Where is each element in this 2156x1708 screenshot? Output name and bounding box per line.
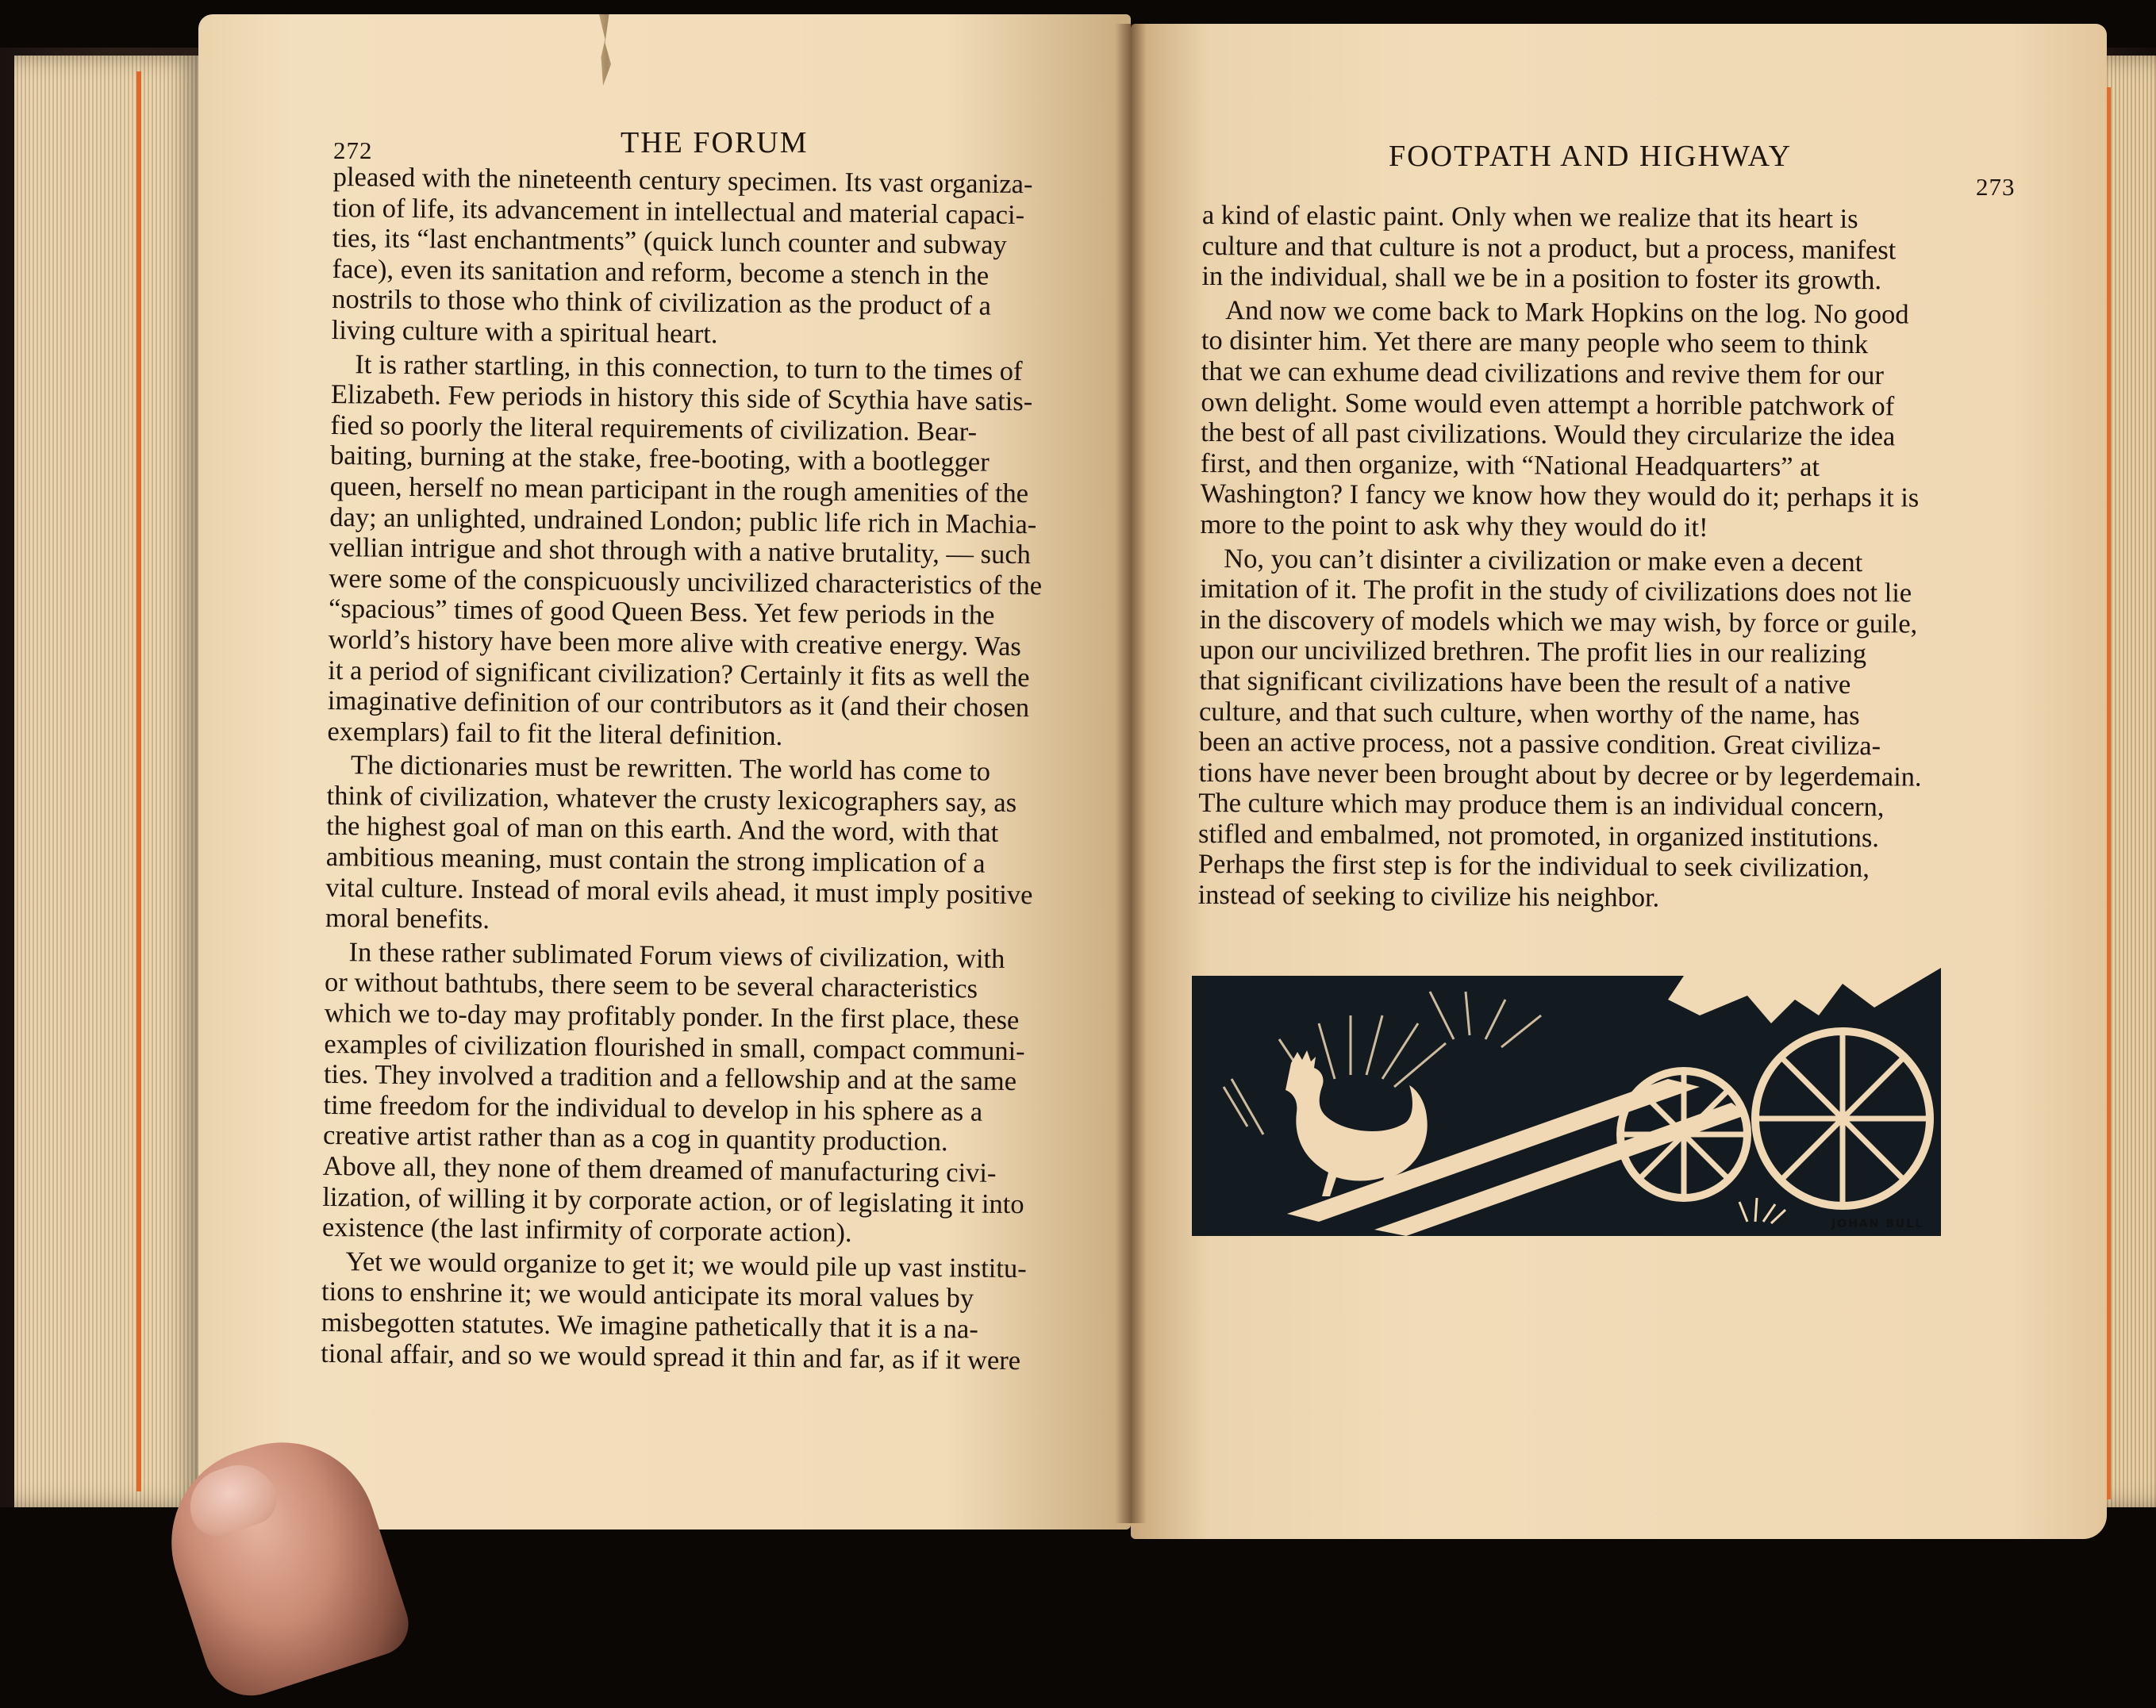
- text-line: lization, of willing it by corporate action, or of legislating it into: [322, 1181, 1024, 1219]
- page-number-right: 273: [1976, 173, 2016, 201]
- text-line: been an active process, not a passive condition. Great civiliza-: [1198, 727, 1881, 762]
- page-tear: [587, 14, 627, 86]
- text-line: instead of seeking to civilize his neighbor.: [1197, 880, 1660, 913]
- text-line: upon our uncivilized brethren. The profit lies in our realizing: [1199, 635, 1867, 670]
- text-line: the highest goal of man on this earth. And the word, with that: [326, 811, 999, 849]
- text-line: imaginative definition of our contributors as it (and their chosen: [327, 685, 1030, 724]
- text-line: baiting, burning at the stake, free-booting, with a bootlegger: [329, 440, 990, 478]
- left-body-text: [321, 162, 1095, 1376]
- book-gutter: [1115, 24, 1147, 1523]
- text-line: The dictionaries must be rewritten. The world has come to: [350, 750, 991, 787]
- left-running-head: [333, 102, 1131, 173]
- text-line: misbegotten statutes. We imagine pathetically that it is a na-: [321, 1307, 979, 1345]
- text-line: face), even its sanitation and reform, become a stench in the: [332, 253, 990, 291]
- text-line: it a period of significant civilization? Certainly it fits as well the: [328, 654, 1030, 693]
- page-number-left: 272: [333, 136, 373, 164]
- text-line: world’s history have been more alive with creative energy. Was: [328, 624, 1022, 662]
- text-line: culture, and that such culture, when worthy of the name, has: [1198, 696, 1860, 731]
- right-page: [1131, 24, 2107, 1539]
- text-line: imitation of it. The profit in the study of civilizations does not lie: [1199, 574, 1912, 608]
- text-line: “spacious” times of good Queen Bess. Yet few periods in the: [328, 593, 995, 631]
- left-page: [198, 14, 1131, 1530]
- text-line: And now we come back to Mark Hopkins on the log. No good: [1225, 294, 1909, 330]
- text-line: tions have never been brought about by decree or by legerdemain.: [1198, 757, 1922, 793]
- text-line: living culture with a spiritual heart.: [331, 314, 718, 350]
- text-line: stifled and embalmed, not promoted, in organized institutions.: [1198, 818, 1880, 854]
- text-line: more to the point to ask why they would do it!: [1200, 509, 1708, 543]
- text-line: tion of life, its advancement in intellectual and material capaci-: [332, 192, 1025, 230]
- text-line: Washington? I fancy we know how they would do it; perhaps it is: [1200, 478, 1920, 513]
- text-line: think of civilization, whatever the crusty lexicographers say, as: [326, 780, 1017, 818]
- text-line: were some of the conspicuously uncivilized characteristics of the: [329, 562, 1043, 601]
- text-line: the best of all past civilizations. Would they circularize the idea: [1201, 417, 1896, 452]
- text-line: to disinter him. Yet there are many people who seem to think: [1201, 325, 1869, 360]
- text-line: or without bathtubs, there seem to be several characteristics: [324, 967, 978, 1004]
- text-line: own delight. Some would even attempt a horrible patchwork of: [1201, 386, 1895, 421]
- text-line: ties, its “last enchantments” (quick lunch counter and subway: [332, 223, 1007, 261]
- right-running-head: [1202, 103, 2107, 201]
- text-line: Yet we would organize to get it; we would pile up vast institu-: [345, 1246, 1027, 1284]
- text-line: exemplars) fail to fit the literal definition.: [327, 716, 783, 751]
- text-line: tional affair, and so we would spread it thin and far, as if it were: [321, 1338, 1021, 1376]
- text-line: ambitious meaning, must contain the strong implication of a: [325, 842, 986, 879]
- text-line: ties. They involved a tradition and a fellowship and at the same: [323, 1059, 1017, 1097]
- text-line: in the individual, shall we be in a position to foster its growth.: [1201, 261, 1882, 296]
- text-line: Above all, they none of them dreamed of manufacturing civi-: [322, 1150, 997, 1188]
- text-line: fied so poorly the literal requirements of civilization. Bear-: [330, 409, 978, 447]
- text-line: day; an unlighted, undrained London; public life rich in Machia-: [329, 501, 1037, 539]
- text-line: No, you can’t disinter a civilization or make even a decent: [1224, 543, 1863, 578]
- text-line: moral benefits.: [325, 903, 490, 935]
- text-line: existence (the last infirmity of corporate action).: [321, 1212, 852, 1249]
- text-line: pleased with the nineteenth century specimen. Its vast organiza-: [332, 162, 1033, 200]
- text-line: In these rather sublimated Forum views of civilization, with: [348, 937, 1005, 974]
- text-line: culture and that culture is not a product, but a process, manifest: [1201, 230, 1897, 265]
- text-line: nostrils to those who think of civilization as the product of a: [331, 284, 992, 322]
- running-head-title-right: FOOTPATH AND HIGHWAY: [1389, 140, 1793, 173]
- text-line: queen, herself no mean participant in the rough amenities of the: [329, 470, 1029, 509]
- text-line: examples of civilization flourished in small, compact communi-: [324, 1028, 1025, 1066]
- artist-signature: JOHAN BULL: [1831, 1218, 1924, 1230]
- text-line: It is rather startling, in this connection, to turn to the times of: [355, 348, 1023, 386]
- text-line: vellian intrigue and shot through with a native brutality, — such: [329, 532, 1032, 570]
- rooster-wagon-illustration: [1192, 968, 1941, 1236]
- text-line: a kind of elastic paint. Only when we realize that its heart is: [1201, 200, 1858, 235]
- text-line: vital culture. Instead of moral evils ahead, it must imply positive: [325, 872, 1033, 910]
- text-line: first, and then organize, with “National Headquarters” at: [1200, 447, 1820, 482]
- text-line: tions to enshrine it; we would anticipate its moral values by: [321, 1276, 974, 1314]
- running-head-title-left: THE FORUM: [621, 126, 809, 159]
- text-line: that significant civilizations have been the result of a native: [1199, 665, 1851, 700]
- text-line: Elizabeth. Few periods in history this side of Scythia have satis-: [330, 379, 1033, 417]
- text-line: that we can exhume dead civilizations and revive them for our: [1201, 355, 1885, 391]
- page-edges-left: [14, 56, 205, 1507]
- text-line: time freedom for the individual to develop in his sphere as a: [323, 1089, 983, 1127]
- text-line: The culture which may produce them is an individual concern,: [1198, 788, 1885, 823]
- text-line: creative artist rather than as a cog in quantity production.: [322, 1120, 948, 1157]
- text-line: Perhaps the first step is for the individual to seek civilization,: [1197, 849, 1870, 884]
- text-line: in the discovery of models which we may wish, by force or guile,: [1199, 604, 1918, 639]
- text-line: which we to-day may profitably ponder. In the first place, these: [324, 997, 1020, 1036]
- right-body-text: [1198, 200, 1934, 915]
